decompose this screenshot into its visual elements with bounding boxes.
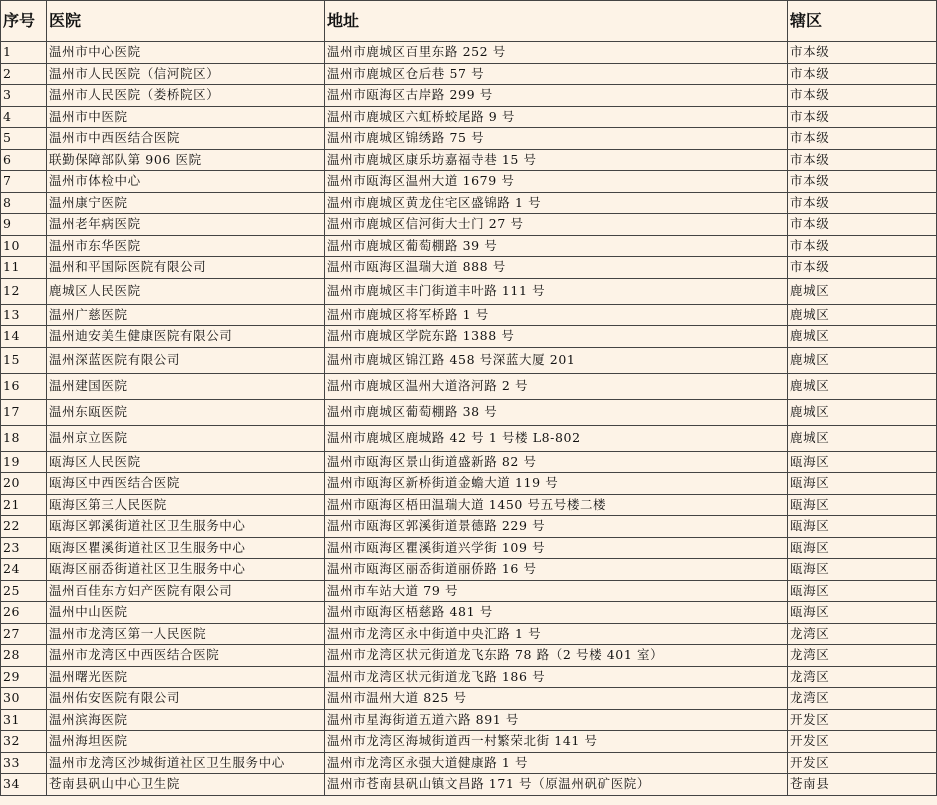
cell-district: 市本级 (788, 192, 937, 214)
table-row (1, 559, 937, 581)
cell-address: 温州市龙湾区永强大道健康路 1 号 (325, 752, 788, 774)
cell-seq: 4 (1, 106, 47, 128)
cell-district: 鹿城区 (788, 373, 937, 399)
table-row (1, 752, 937, 774)
cell-seq: 32 (1, 731, 47, 753)
cell-district: 鹿城区 (788, 425, 937, 451)
cell-hospital: 温州滨海医院 (47, 709, 325, 731)
cell-hospital: 温州老年病医院 (47, 214, 325, 236)
cell-seq: 28 (1, 645, 47, 667)
cell-seq: 34 (1, 774, 47, 796)
cell-district: 瓯海区 (788, 516, 937, 538)
cell-hospital: 温州海坦医院 (47, 731, 325, 753)
cell-district: 苍南县 (788, 774, 937, 796)
cell-hospital: 温州东瓯医院 (47, 399, 325, 425)
cell-seq: 26 (1, 602, 47, 624)
table-row (1, 278, 937, 304)
cell-seq: 12 (1, 278, 47, 304)
cell-hospital: 温州曙光医院 (47, 666, 325, 688)
table-row (1, 537, 937, 559)
header-address: 地址 (325, 1, 788, 42)
cell-address: 温州市鹿城区学院东路 1388 号 (325, 326, 788, 348)
cell-seq: 7 (1, 171, 47, 193)
header-district: 辖区 (788, 1, 937, 42)
table-row (1, 473, 937, 495)
table-row (1, 347, 937, 373)
cell-hospital: 温州中山医院 (47, 602, 325, 624)
cell-district: 瓯海区 (788, 559, 937, 581)
cell-district: 市本级 (788, 128, 937, 150)
table-row (1, 494, 937, 516)
cell-address: 温州市瓯海区郭溪街道景德路 229 号 (325, 516, 788, 538)
table-row (1, 42, 937, 64)
cell-address: 温州市鹿城区信河街大士门 27 号 (325, 214, 788, 236)
cell-hospital: 温州市中西医结合医院 (47, 128, 325, 150)
cell-hospital: 瓯海区瞿溪街道社区卫生服务中心 (47, 537, 325, 559)
cell-district: 鹿城区 (788, 304, 937, 326)
cell-address: 温州市鹿城区将军桥路 1 号 (325, 304, 788, 326)
cell-district: 瓯海区 (788, 580, 937, 602)
cell-hospital: 温州迪安美生健康医院有限公司 (47, 326, 325, 348)
cell-address: 温州市瓯海区古岸路 299 号 (325, 85, 788, 107)
cell-hospital: 温州深蓝医院有限公司 (47, 347, 325, 373)
cell-hospital: 瓯海区丽岙街道社区卫生服务中心 (47, 559, 325, 581)
cell-address: 温州市瓯海区景山街道盛新路 82 号 (325, 451, 788, 473)
cell-address: 温州市龙湾区海城街道西一村繁荣北街 141 号 (325, 731, 788, 753)
table-row (1, 451, 937, 473)
cell-hospital: 联勤保障部队第 906 医院 (47, 149, 325, 171)
cell-hospital: 温州市东华医院 (47, 235, 325, 257)
cell-hospital: 鹿城区人民医院 (47, 278, 325, 304)
cell-seq: 30 (1, 688, 47, 710)
cell-address: 温州市龙湾区永中街道中央汇路 1 号 (325, 623, 788, 645)
cell-district: 鹿城区 (788, 326, 937, 348)
table-row (1, 171, 937, 193)
cell-district: 瓯海区 (788, 537, 937, 559)
cell-district: 瓯海区 (788, 473, 937, 495)
cell-seq: 6 (1, 149, 47, 171)
cell-district: 瓯海区 (788, 494, 937, 516)
cell-address: 温州市鹿城区锦江路 458 号深蓝大厦 201 (325, 347, 788, 373)
cell-seq: 24 (1, 559, 47, 581)
cell-district: 开发区 (788, 709, 937, 731)
cell-hospital: 温州广慈医院 (47, 304, 325, 326)
cell-district: 瓯海区 (788, 602, 937, 624)
cell-hospital: 温州市中医院 (47, 106, 325, 128)
cell-address: 温州市瓯海区瞿溪街道兴学街 109 号 (325, 537, 788, 559)
table-row (1, 774, 937, 796)
cell-address: 温州市瓯海区梧慈路 481 号 (325, 602, 788, 624)
cell-address: 温州市星海街道五道六路 891 号 (325, 709, 788, 731)
cell-hospital: 瓯海区第三人民医院 (47, 494, 325, 516)
cell-district: 龙湾区 (788, 623, 937, 645)
table-row (1, 425, 937, 451)
cell-seq: 9 (1, 214, 47, 236)
cell-address: 温州市鹿城区百里东路 252 号 (325, 42, 788, 64)
table-row (1, 106, 937, 128)
cell-seq: 2 (1, 63, 47, 85)
cell-address: 温州市瓯海区温瑞大道 888 号 (325, 257, 788, 279)
cell-hospital: 温州市中心医院 (47, 42, 325, 64)
table-row (1, 731, 937, 753)
cell-seq: 14 (1, 326, 47, 348)
cell-seq: 25 (1, 580, 47, 602)
table-row (1, 128, 937, 150)
cell-seq: 21 (1, 494, 47, 516)
cell-seq: 15 (1, 347, 47, 373)
table-row (1, 688, 937, 710)
cell-district: 市本级 (788, 235, 937, 257)
cell-hospital: 温州市人民医院（信河院区） (47, 63, 325, 85)
table-row (1, 149, 937, 171)
cell-district: 瓯海区 (788, 451, 937, 473)
cell-address: 温州市龙湾区状元街道龙飞路 186 号 (325, 666, 788, 688)
header-hospital: 医院 (47, 1, 325, 42)
table-row (1, 85, 937, 107)
cell-seq: 22 (1, 516, 47, 538)
cell-hospital: 温州市龙湾区中西医结合医院 (47, 645, 325, 667)
cell-hospital: 温州市人民医院（娄桥院区） (47, 85, 325, 107)
table-row (1, 192, 937, 214)
cell-district: 市本级 (788, 171, 937, 193)
cell-seq: 27 (1, 623, 47, 645)
table-row (1, 257, 937, 279)
cell-seq: 5 (1, 128, 47, 150)
table-row (1, 516, 937, 538)
cell-district: 市本级 (788, 85, 937, 107)
cell-hospital: 苍南县矾山中心卫生院 (47, 774, 325, 796)
cell-district: 市本级 (788, 214, 937, 236)
table-row (1, 214, 937, 236)
table-row (1, 602, 937, 624)
cell-address: 温州市苍南县矾山镇文昌路 171 号（原温州矾矿医院） (325, 774, 788, 796)
cell-district: 市本级 (788, 63, 937, 85)
cell-address: 温州市鹿城区葡萄棚路 38 号 (325, 399, 788, 425)
cell-district: 龙湾区 (788, 645, 937, 667)
table-row (1, 373, 937, 399)
cell-hospital: 温州市龙湾区第一人民医院 (47, 623, 325, 645)
cell-address: 温州市瓯海区温州大道 1679 号 (325, 171, 788, 193)
table-row (1, 645, 937, 667)
header-seq: 序号 (1, 1, 47, 42)
cell-address: 温州市鹿城区温州大道洛河路 2 号 (325, 373, 788, 399)
cell-hospital: 温州佑安医院有限公司 (47, 688, 325, 710)
cell-district: 市本级 (788, 149, 937, 171)
cell-district: 鹿城区 (788, 347, 937, 373)
table-row (1, 666, 937, 688)
cell-seq: 1 (1, 42, 47, 64)
cell-seq: 13 (1, 304, 47, 326)
cell-district: 开发区 (788, 731, 937, 753)
cell-seq: 18 (1, 425, 47, 451)
cell-seq: 23 (1, 537, 47, 559)
cell-address: 温州市鹿城区仓后巷 57 号 (325, 63, 788, 85)
cell-seq: 8 (1, 192, 47, 214)
cell-seq: 3 (1, 85, 47, 107)
cell-seq: 11 (1, 257, 47, 279)
table-row (1, 326, 937, 348)
cell-hospital: 温州市体检中心 (47, 171, 325, 193)
table-row (1, 63, 937, 85)
cell-hospital: 瓯海区郭溪街道社区卫生服务中心 (47, 516, 325, 538)
table-row (1, 709, 937, 731)
cell-hospital: 瓯海区中西医结合医院 (47, 473, 325, 495)
table-row (1, 399, 937, 425)
cell-seq: 19 (1, 451, 47, 473)
cell-seq: 10 (1, 235, 47, 257)
cell-address: 温州市车站大道 79 号 (325, 580, 788, 602)
cell-district: 市本级 (788, 106, 937, 128)
cell-seq: 20 (1, 473, 47, 495)
cell-hospital: 温州建国医院 (47, 373, 325, 399)
table-row (1, 623, 937, 645)
cell-address: 温州市鹿城区六虹桥蛟尾路 9 号 (325, 106, 788, 128)
cell-address: 温州市鹿城区丰门街道丰叶路 111 号 (325, 278, 788, 304)
cell-address: 温州市龙湾区状元街道龙飞东路 78 路（2 号楼 401 室） (325, 645, 788, 667)
cell-address: 温州市瓯海区新桥街道金蟾大道 119 号 (325, 473, 788, 495)
table-row (1, 304, 937, 326)
cell-hospital: 温州康宁医院 (47, 192, 325, 214)
cell-district: 龙湾区 (788, 688, 937, 710)
cell-district: 市本级 (788, 257, 937, 279)
cell-address: 温州市温州大道 825 号 (325, 688, 788, 710)
cell-address: 温州市鹿城区锦绣路 75 号 (325, 128, 788, 150)
cell-seq: 16 (1, 373, 47, 399)
table-row (1, 235, 937, 257)
cell-hospital: 温州京立医院 (47, 425, 325, 451)
cell-address: 温州市鹿城区黄龙住宅区盛锦路 1 号 (325, 192, 788, 214)
table-row (1, 580, 937, 602)
cell-hospital: 温州市龙湾区沙城街道社区卫生服务中心 (47, 752, 325, 774)
cell-address: 温州市瓯海区丽岙街道丽侨路 16 号 (325, 559, 788, 581)
cell-hospital: 温州百佳东方妇产医院有限公司 (47, 580, 325, 602)
cell-seq: 29 (1, 666, 47, 688)
cell-district: 开发区 (788, 752, 937, 774)
cell-address: 温州市瓯海区梧田温瑞大道 1450 号五号楼二楼 (325, 494, 788, 516)
cell-seq: 31 (1, 709, 47, 731)
cell-address: 温州市鹿城区葡萄棚路 39 号 (325, 235, 788, 257)
cell-address: 温州市鹿城区鹿城路 42 号 1 号楼 L8-802 (325, 425, 788, 451)
cell-address: 温州市鹿城区康乐坊嘉福寺巷 15 号 (325, 149, 788, 171)
cell-hospital: 温州和平国际医院有限公司 (47, 257, 325, 279)
cell-seq: 17 (1, 399, 47, 425)
cell-district: 鹿城区 (788, 399, 937, 425)
cell-hospital: 瓯海区人民医院 (47, 451, 325, 473)
cell-seq: 33 (1, 752, 47, 774)
header-row (1, 1, 937, 42)
cell-district: 鹿城区 (788, 278, 937, 304)
cell-district: 市本级 (788, 42, 937, 64)
cell-district: 龙湾区 (788, 666, 937, 688)
